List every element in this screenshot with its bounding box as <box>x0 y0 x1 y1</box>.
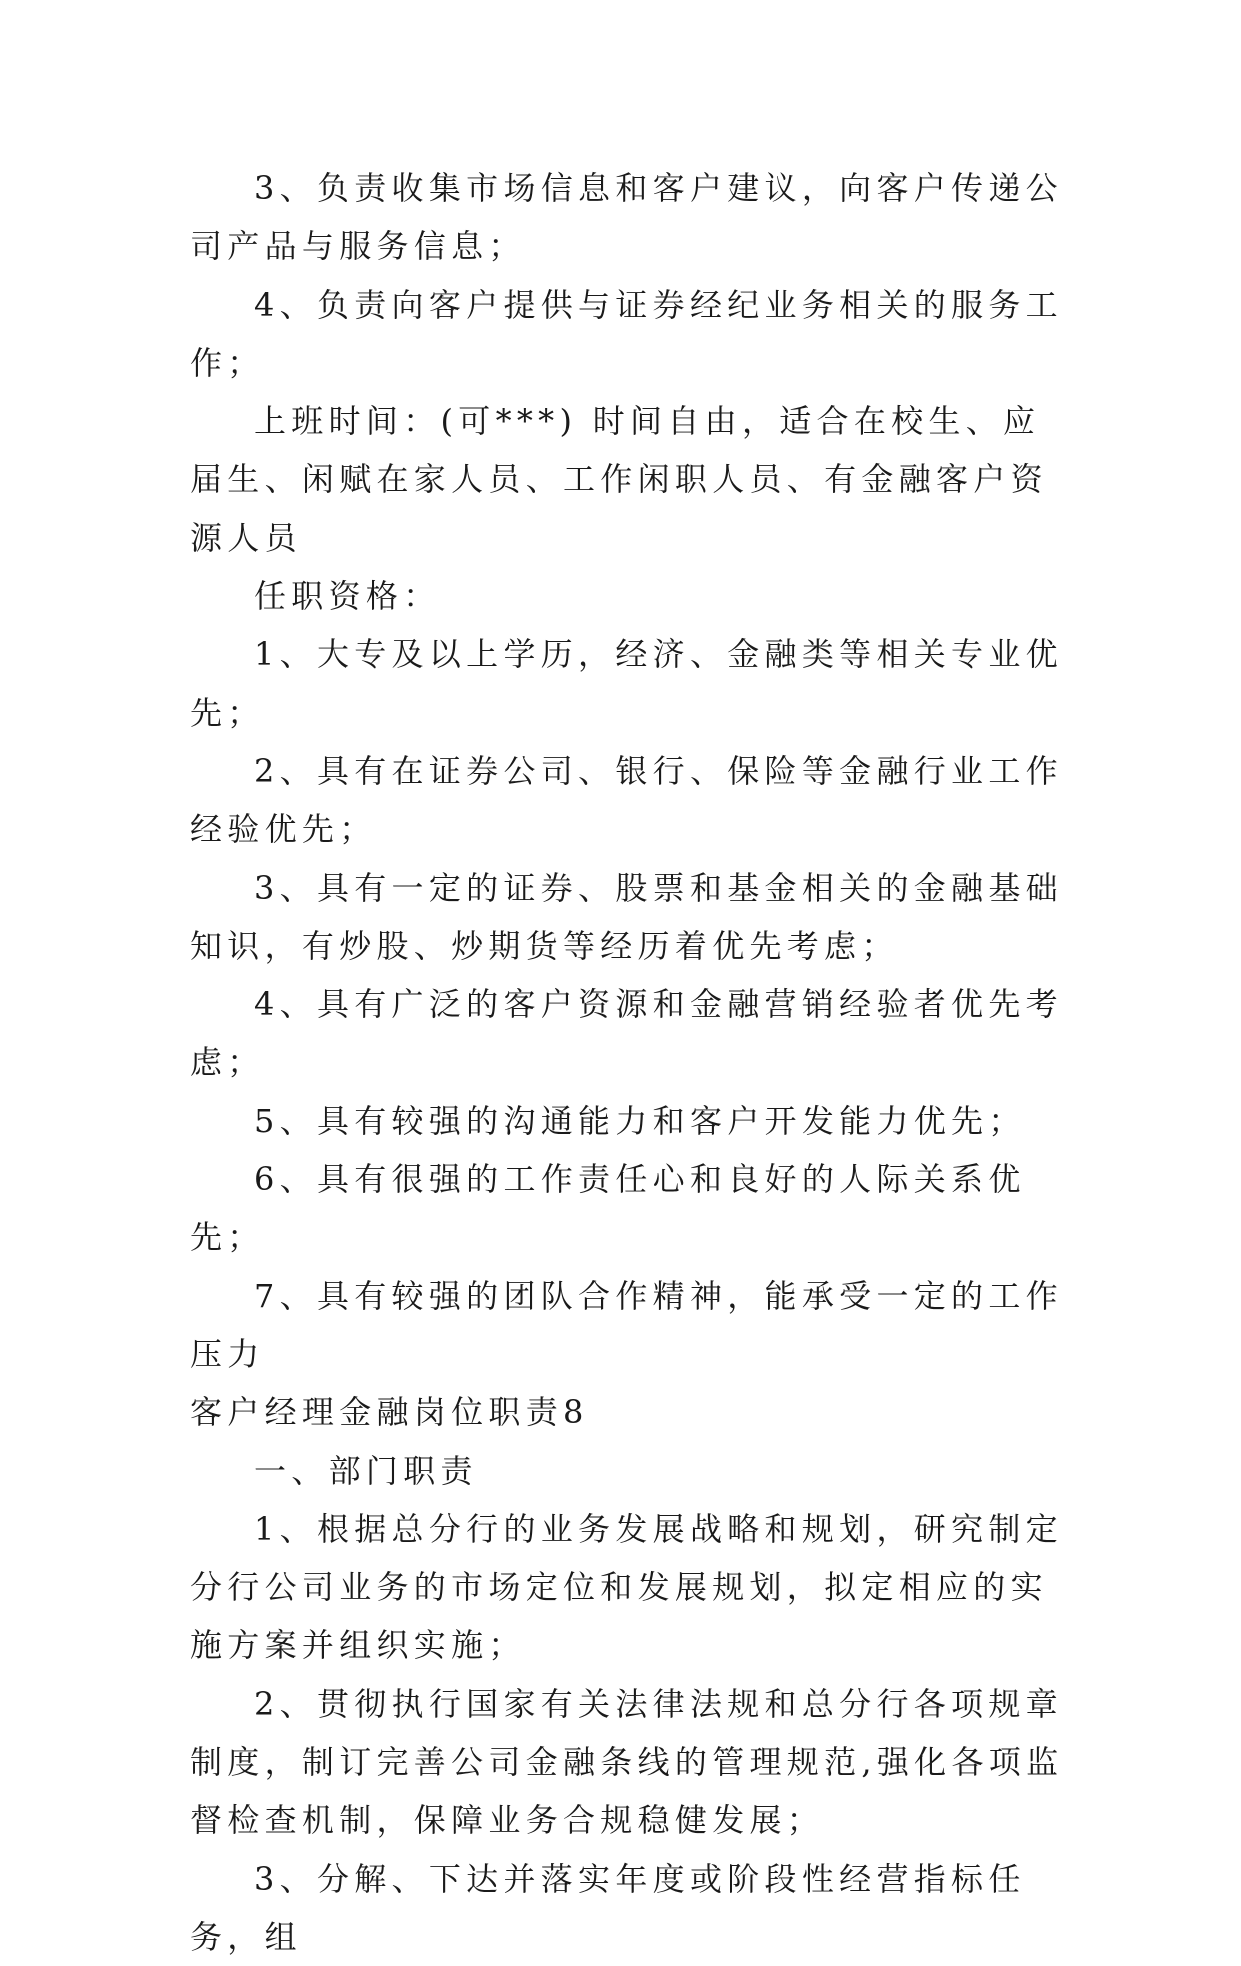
paragraph-13: 一、部门职责 <box>254 1451 478 1490</box>
paragraph-16: 3、分解、下达并落实年度或阶段性经营指标任务，组 <box>190 1859 1026 1956</box>
paragraph-15: 2、贯彻执行国家有关法律法规和总分行各项规章制度，制订完善公司金融条线的管理规范,强化各项监督检查机制，保障业务合规稳健发展； <box>190 1684 1064 1840</box>
paragraph-6: 2、具有在证券公司、银行、保险等金融行业工作经验优先； <box>190 751 1063 849</box>
section-heading: 客户经理金融岗位职责8 <box>190 1393 589 1432</box>
paragraph-11: 7、具有较强的团队合作精神，能承受一定的工作压力 <box>190 1276 1063 1373</box>
paragraph-5: 1、大专及以上学历，经济、金融类等相关专业优先； <box>190 635 1063 732</box>
paragraph-8: 4、具有广泛的客户资源和金融营销经验者优先考虑； <box>190 985 1063 1082</box>
paragraph-14: 1、根据总分行的业务发展战略和规划，研究制定分行公司业务的市场定位和发展规划，拟定相应的实施方案并组织实施； <box>190 1509 1063 1665</box>
paragraph-9: 5、具有较强的沟通能力和客户开发能力优先； <box>254 1101 1026 1140</box>
paragraph-10: 6、具有很强的工作责任心和良好的人际关系优先； <box>190 1160 1026 1257</box>
document-body <box>190 159 1070 1966</box>
paragraph-7: 3、具有一定的证券、股票和基金相关的金融基础知识，有炒股、炒期货等经历着优先考虑； <box>190 868 1063 965</box>
paragraph-2: 4、负责向客户提供与证券经纪业务相关的服务工作； <box>190 285 1063 382</box>
paragraph-4: 任职资格： <box>254 577 441 616</box>
paragraph-3: 上班时间：(可***) 时间自由，适合在校生、应届生、闲赋在家人员、工作闲职人员、有金融客户资源人员 <box>190 402 1048 557</box>
paragraph-1: 3、负责收集市场信息和客户建议，向客户传递公司产品与服务信息； <box>190 169 1063 266</box>
